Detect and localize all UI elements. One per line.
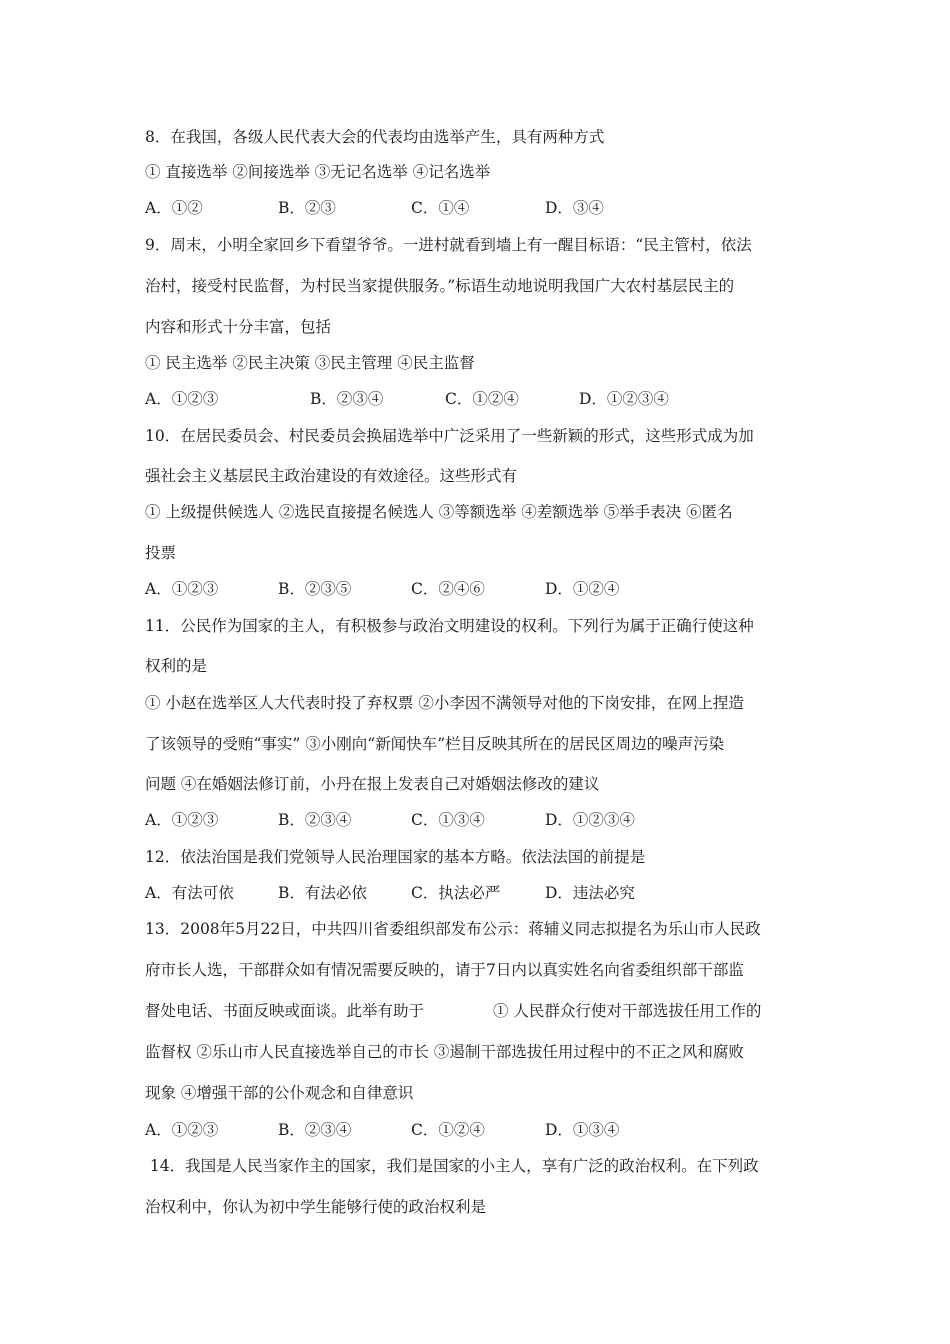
option-d: D．①②③④ xyxy=(579,390,669,408)
option-c: C．①④ xyxy=(411,199,470,217)
option-b: B．②③④ xyxy=(278,1121,352,1139)
question-10-items: ① 上级提供候选人 ②选民直接提名候选人 ③等额选举 ④差额选举 ⑤举手表决 ⑥匿名 xyxy=(145,503,733,521)
question-14-stem: 14．我国是人民当家作主的国家，我们是国家的小主人，享有广泛的政治权利。在下列政 xyxy=(145,1157,759,1175)
question-14-stem: 治权利中，你认为初中学生能够行使的政治权利是 xyxy=(145,1198,487,1216)
question-10-stem: 10．在居民委员会、村民委员会换届选举中广泛采用了一些新颖的形式，这些形式成为加 xyxy=(145,427,754,445)
question-9-stem: 9．周末，小明全家回乡下看望爷爷。一进村就看到墙上有一醒目标语：“民主管村，依法 xyxy=(145,236,752,254)
question-9-stem: 内容和形式十分丰富，包括 xyxy=(145,318,332,336)
question-11-items: 了该领导的受贿“事实” ③小刚向“新闻快车”栏目反映其所在的居民区周边的噪声污染 xyxy=(145,735,725,753)
option-c: C．②④⑥ xyxy=(411,580,485,598)
option-d: D．①③④ xyxy=(545,1121,620,1139)
question-13-stem: 监督权 ②乐山市人民直接选举自己的市长 ③遏制干部选拔任用过程中的不正之风和腐败 xyxy=(145,1043,744,1061)
option-a: A．①② xyxy=(145,199,203,217)
option-a: A．①②③ xyxy=(145,580,219,598)
question-13-stem: 督处电话、书面反映或面谈。此举有助于 ① 人民群众行使对干部选拔任用工作的 xyxy=(145,1002,762,1020)
question-11-stem: 权利的是 xyxy=(145,657,208,675)
option-d: D．③④ xyxy=(545,199,604,217)
option-b: B．②③⑤ xyxy=(278,580,352,598)
question-13-stem: 13．2008年5月22日，中共四川省委组织部发布公示：蒋辅义同志拟提名为乐山市人民政 xyxy=(145,920,761,938)
question-10-stem: 强社会主义基层民主政治建设的有效途径。这些形式有 xyxy=(145,467,518,485)
option-c: C．执法必严 xyxy=(411,884,501,902)
option-c: C．①②④ xyxy=(411,1121,485,1139)
option-c: C．①②④ xyxy=(445,390,519,408)
question-11-items: ① 小赵在选举区人大代表时投了弃权票 ②小李因不满领导对他的下岗安排，在网上捏造 xyxy=(145,694,744,712)
option-a: A．①②③ xyxy=(145,1121,219,1139)
question-13-stem: 现象 ④增强干部的公仆观念和自律意识 xyxy=(145,1084,414,1102)
option-d: D．①②④ xyxy=(545,580,620,598)
option-b: B．有法必依 xyxy=(278,884,367,902)
option-b: B．②③④ xyxy=(278,811,352,829)
question-8-items: ① 直接选举 ②间接选举 ③无记名选举 ④记名选举 xyxy=(145,163,491,181)
option-a: A．①②③ xyxy=(145,390,219,408)
option-b: B．②③④ xyxy=(310,390,384,408)
question-9-stem: 治村，接受村民监督，为村民当家提供服务。”标语生动地说明我国广大农村基层民主的 xyxy=(145,277,735,295)
question-13-stem: 府市长人选，干部群众如有情况需要反映的，请于7日内以真实姓名向省委组织部干部监 xyxy=(145,961,744,979)
option-a: A．有法可依 xyxy=(145,884,234,902)
option-d: D．①②③④ xyxy=(545,811,635,829)
question-12-stem: 12．依法治国是我们党领导人民治理国家的基本方略。依法法国的前提是 xyxy=(145,848,646,866)
option-c: C．①③④ xyxy=(411,811,485,829)
question-8-stem: 8．在我国，各级人民代表大会的代表均由选举产生，具有两种方式 xyxy=(145,128,605,146)
question-11-stem: 11．公民作为国家的主人，有积极参与政治文明建设的权利。下列行为属于正确行使这种 xyxy=(145,617,754,635)
question-10-items: 投票 xyxy=(145,544,177,562)
option-a: A．①②③ xyxy=(145,811,219,829)
option-b: B．②③ xyxy=(278,199,336,217)
question-11-items: 问题 ④在婚姻法修订前，小丹在报上发表自己对婚姻法修改的建议 xyxy=(145,775,600,793)
question-9-items: ① 民主选举 ②民主决策 ③民主管理 ④民主监督 xyxy=(145,354,475,372)
option-d: D．违法必究 xyxy=(545,884,635,902)
